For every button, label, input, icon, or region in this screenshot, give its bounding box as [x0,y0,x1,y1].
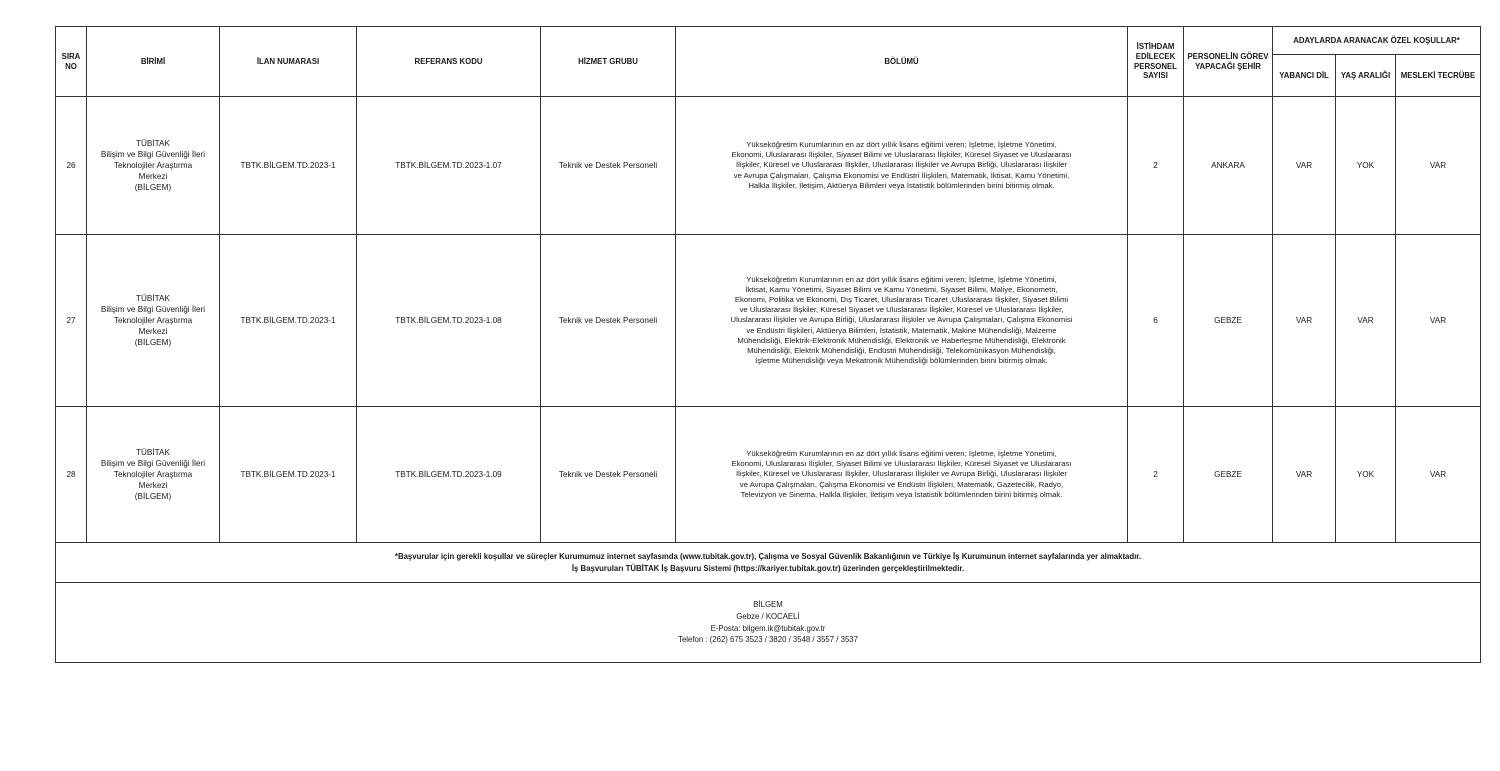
unit-line: (BİLGEM) [134,183,172,192]
service-group: Teknik ve Destek Personeli [541,235,676,407]
department-line: Uluslararası İlişkiler ve Avrupa Birliği, Uluslararası İlişkiler ve Avrupa Çalışmaları, Çalışma Ekonomisi [730,315,1073,325]
unit-line: Merkezi [138,172,168,181]
contact-info [56,583,1481,663]
contact-phone: Telefon : (262) 675 3523 / 3820 / 3548 / 3557 / 3537 [678,635,858,645]
experience: VAR [1396,235,1481,407]
contact-org: BİLGEM [753,600,783,610]
unit-line: TÜBİTAK [136,139,170,148]
header-bolumu: BÖLÜMÜ [676,27,1128,97]
header-ilan-numarasi: İLAN NUMARASI [220,27,357,97]
staff-count: 2 [1128,97,1184,235]
department-requirements [676,235,1128,407]
department-line: İlişkiler, Küresel ve Uluslararası İlişkiler, Uluslararası İlişkiler ve Avrupa Birliği, Uluslararası İlişkiler [736,469,1067,479]
unit-cell [87,97,220,235]
header-sira-no: SIRA NO [56,27,87,97]
note-line-1: *Başvurular için gerekli koşullar ve süreçler Kurumumuz internet sayfasında (www.tubitak.gov.tr), Çalışma ve Sosyal Güvenlik Bakanlığının ve Türkiye İş Kurumunun internet sayfalarında yer almaktadır. [394,552,1142,561]
department-line: Yükseköğretim Kurumlarının en az dört yıllık lisans eğitimi veren; İşletme, İşletme Yönetimi, [746,448,1057,458]
job-listings-table [55,26,1481,663]
header-istihdam: İSTİHDAM EDİLECEK PERSONEL SAYISI [1128,27,1184,97]
department-requirements [676,97,1128,235]
unit-line: Teknolojiler Araştırma [113,470,193,479]
unit-cell [87,407,220,543]
announcement-number: TBTK.BİLGEM.TD.2023-1 [220,407,357,543]
unit-line: TÜBİTAK [136,294,170,303]
department-line: Ekonomi, Uluslararası İlişkiler, Siyaset Bilimi ve Uluslararası İlişkiler, Küresel Siyaset ve Uluslararası [731,150,1072,160]
unit-cell [87,235,220,407]
age-range: VAR [1336,235,1396,407]
unit-line: TÜBİTAK [136,448,170,457]
table-row [56,235,1481,407]
foreign-language: VAR [1273,97,1336,235]
experience: VAR [1396,97,1481,235]
header-yabanci-dil: YABANCI DİL [1273,55,1336,97]
row-number: 26 [56,97,87,235]
service-group: Teknik ve Destek Personeli [541,407,676,543]
department-line: Mühendisliği, Elektrik-Elektronik Mühendisliği, Elektronik ve Haberleşme Mühendisliği, Elektronik [737,335,1066,345]
department-line: ve Avrupa Çalışmaları, Çalışma Ekonomisi ve Endüstri İlişkileri, Matematik, Gazetecilik, Radyo, [739,479,1064,489]
header-yas-araligi: YAŞ ARALIĞI [1336,55,1396,97]
unit-line: Bilişim ve Bilgi Güvenliği İleri [100,150,206,159]
unit-line: Teknolojiler Araştırma [113,316,193,325]
header-birimi: BİRİMİ [87,27,220,97]
row-number: 27 [56,235,87,407]
service-group: Teknik ve Destek Personeli [541,97,676,235]
announcement-number: TBTK.BİLGEM.TD.2023-1 [220,235,357,407]
note-line-2: İş Başvuruları TÜBİTAK İş Başvuru Sistemi (https://kariyer.tubitak.gov.tr) üzerinden gerçekleştirilmektedir. [571,563,965,573]
experience: VAR [1396,407,1481,543]
department-line: İktisat, Kamu Yönetimi, Siyaset Bilimi ve Kamu Yönetimi, Siyaset Bilimi, Maliye, Ekonometri, [745,284,1058,294]
staff-count: 2 [1128,407,1184,543]
contact-email: E-Posta: bilgem.ik@tubitak.gov.tr [710,623,826,633]
foreign-language: VAR [1273,235,1336,407]
unit-line: (BİLGEM) [134,338,172,347]
department-line: ve Uluslararası İlişkiler, Küresel Siyaset ve Uluslararası İlişkiler, Küresel ve Uluslararası İlişkiler, [739,305,1064,315]
department-line: ve Avrupa Çalışmaları, Çalışma Ekonomisi ve Endüstri İlişkileri, Matematik, İktisat, Kamu Yönetimi, [733,170,1070,180]
header-hizmet-grubu: HİZMET GRUBU [541,27,676,97]
department-line: Ekonomi, Uluslararası İlişkiler, Siyaset Bilimi ve Uluslararası İlişkiler, Küresel Siyaset ve Uluslararası [731,459,1072,469]
reference-code: TBTK.BİLGEM.TD.2023-1.07 [357,97,541,235]
header-mesleki-tecrube: MESLEKİ TECRÜBE [1396,55,1481,97]
city: GEBZE [1184,235,1273,407]
department-line: ve Endüstri İlişkileri, Aktüerya Bilimleri, İstatistik, Matematik, Makine Mühendisliği, Malzeme [746,325,1057,335]
department-line: Yükseköğretim Kurumlarının en az dört yıllık lisans eğitimi veren; İşletme, İşletme Yönetimi, [746,139,1057,149]
row-number: 28 [56,407,87,543]
reference-code: TBTK.BİLGEM.TD.2023-1.09 [357,407,541,543]
contact-location: Gebze / KOCAELİ [736,611,800,621]
staff-count: 6 [1128,235,1184,407]
department-line: Televizyon ve Sinema, Halkla İlişkiler, İletişim veya İstatistik bölümlerinden birini bitirmiş olmak. [740,489,1063,499]
unit-line: Bilişim ve Bilgi Güvenliği İleri [100,459,206,468]
unit-line: Bilişim ve Bilgi Güvenliği İleri [100,305,206,314]
age-range: YOK [1336,97,1396,235]
unit-line: Merkezi [138,327,168,336]
city: GEBZE [1184,407,1273,543]
announcement-number: TBTK.BİLGEM.TD.2023-1 [220,97,357,235]
department-line: İlişkiler, Küresel ve Uluslararası İlişkiler, Uluslararası İlişkiler ve Avrupa Birliği, Uluslararası İlişkiler [736,160,1067,170]
department-line: Halkla İlişkiler, İletişim, Aktüerya Bilimleri veya İstatistik bölümlerinden birini bitirmiş olmak. [748,180,1055,190]
age-range: YOK [1336,407,1396,543]
application-note [56,543,1481,583]
table-row [56,97,1481,235]
unit-line: (BİLGEM) [134,492,172,501]
header-sehir: PERSONELİN GÖREV YAPACAĞI ŞEHİR [1184,27,1273,97]
department-line: Ekonomi, Politika ve Ekonomi, Dış Ticaret, Uluslararası Ticaret ,Uluslararası İlişkiler, Siyaset Bilimi [734,294,1069,304]
foreign-language: VAR [1273,407,1336,543]
city: ANKARA [1184,97,1273,235]
department-line: Yükseköğretim Kurumlarının en az dört yıllık lisans eğitimi veren; İşletme, İşletme Yönetimi, [746,274,1057,284]
unit-line: Merkezi [138,481,168,490]
table-row [56,407,1481,543]
department-line: İşletme Mühendisliği veya Mekatronik Mühendisliği bölümlerinden birini bitirmiş olmak. [755,356,1048,366]
reference-code: TBTK.BİLGEM.TD.2023-1.08 [357,235,541,407]
unit-line: Teknolojiler Araştırma [113,161,193,170]
department-line: Mühendisliği, Elektrik Mühendisliği, Endüstri Mühendisliği, Telekomünikasyon Mühendisliği, [747,346,1056,355]
header-ozel-kosullar: ADAYLARDA ARANACAK ÖZEL KOŞULLAR* [1273,27,1481,55]
department-requirements [676,407,1128,543]
header-referans-kodu: REFERANS KODU [357,27,541,97]
